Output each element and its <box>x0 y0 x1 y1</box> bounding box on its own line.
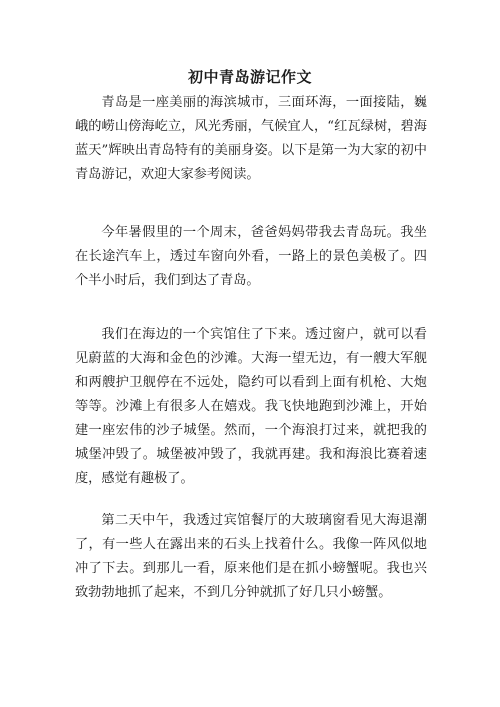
paragraph-trip-start: 今年暑假里的一个周末，爸爸妈妈带我去青岛玩。我坐在长途汽车上，透过车窗向外看，一路上的景色美极了。四个半小时后，我们到达了青岛。 <box>75 225 427 288</box>
paragraph-hotel-beach: 我们在海边的一个宾馆住了下来。透过窗户，就可以看见蔚蓝的大海和金色的沙滩。大海一望无边，有一艘大军舰和两艘护卫舰停在不远处，隐约可以看到上面有机枪、大炮等等。沙滩上有很多人在嬉戏。我飞快地跑到沙滩上，开始建一座宏伟的沙子城堡。然而，一个海浪打过来，就把我的城堡冲毁了。城堡被冲毁了，我就再建。我和海浪比赛着速度，感觉有趣极了。 <box>75 327 427 486</box>
paragraph-crabs: 第二天中午，我透过宾馆餐厅的大玻璃窗看见大海退潮了，有一些人在露出来的石头上找着什么。我像一阵风似地冲了下去。到那儿一看，原来他们是在抓小螃蟹呢。我也兴致勃勃地抓了起来，不到几分钟就抓了好几只小螃蟹。 <box>75 513 427 600</box>
document-title: 初中青岛游记作文 <box>187 68 312 86</box>
paragraph-intro: 青岛是一座美丽的海滨城市，三面环海，一面接陆，巍峨的崂山傍海屹立，风光秀丽，气候宜人，“红瓦绿树，碧海蓝天”辉映出青岛特有的美丽身姿。以下是第一为大家的初中青岛游记，欢迎大家参考阅读。 <box>75 95 427 182</box>
